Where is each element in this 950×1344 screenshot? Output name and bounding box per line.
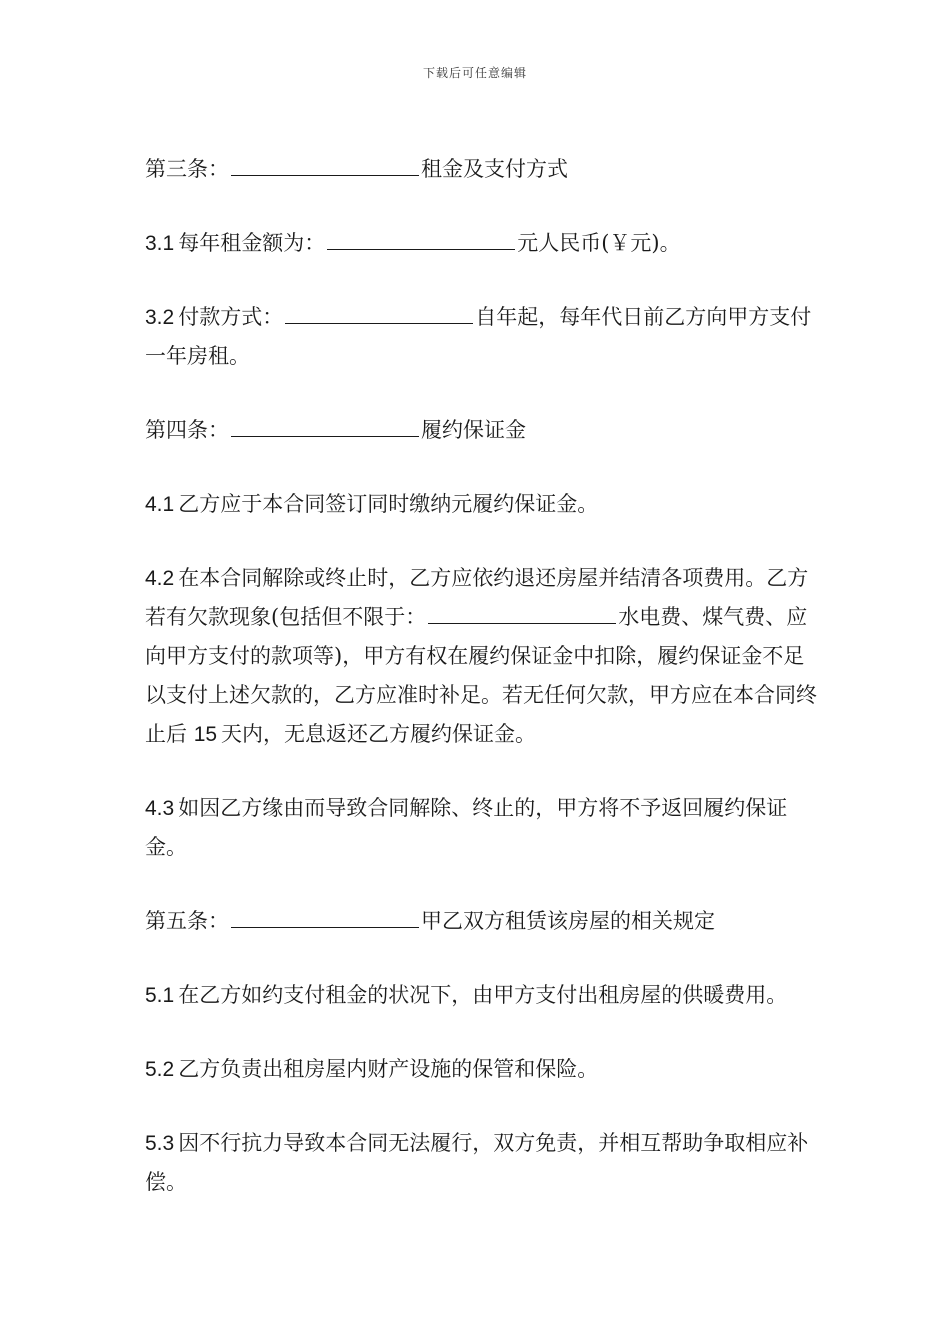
article-5-heading <box>145 902 825 941</box>
paragraph-text: 乙方应于本合同签订同时缴纳元履约保证金。 <box>178 492 599 516</box>
paragraph-text: 在本合同解除或终止时，乙方应依约退还房屋并结清各项费用。乙方若有欠款现象(包括但不限于： <box>145 566 809 629</box>
clause-4-3 <box>145 789 825 867</box>
clause-3-2 <box>145 298 825 376</box>
paragraph-text: 第四条： <box>145 418 229 442</box>
clause-4-1 <box>145 485 825 524</box>
clause-5-3 <box>145 1124 825 1202</box>
page-header-note: 下载后可任意编辑 <box>422 66 527 80</box>
fill-in-blank <box>231 905 419 928</box>
paragraph-text: 天内，无息返还乙方履约保证金。 <box>221 722 537 746</box>
paragraph-text: 在乙方如约支付租金的状况下，由甲方支付出租房屋的供暖费用。 <box>178 983 788 1007</box>
paragraph-text: 因不行抗力导致本合同无法履行，双方免责，并相互帮助争取相应补偿。 <box>145 1131 809 1194</box>
paragraph-text: 如因乙方缘由而导致合同解除、终止的，甲方将不予返回履约保证金。 <box>145 796 788 859</box>
paragraph-text: 乙方负责出租房屋内财产设施的保管和保险。 <box>178 1057 599 1081</box>
paragraph-text: 水电费、煤气费、应向甲方支付的款项等)，甲方有权在履约保证金中扣除，履约保证金不足以支付上述欠款的，乙方应准时补足。若无任何欠款，甲方应在本合同终止后 <box>145 605 817 746</box>
fill-in-blank <box>231 414 419 437</box>
paragraph-text: 付款方式： <box>178 305 284 329</box>
article-4-heading <box>145 411 825 450</box>
fill-in-blank <box>428 601 616 624</box>
paragraph-text: 每年租金额为： <box>178 231 326 255</box>
paragraph-text: 履约保证金 <box>421 418 526 442</box>
clause-5-1 <box>145 976 825 1015</box>
clause-3-1 <box>145 224 825 263</box>
paragraph-text: 自年起，每年代日前乙方向甲方支付一年房租。 <box>145 305 812 368</box>
clause-number: 4.1 <box>145 493 175 516</box>
clause-4-2 <box>145 559 825 754</box>
fill-in-blank <box>231 153 419 176</box>
paragraph-text: 甲乙双方租赁该房屋的相关规定 <box>421 909 715 933</box>
clause-number: 4.2 <box>145 567 175 590</box>
document-body <box>145 150 825 1237</box>
paragraph-text: 第五条： <box>145 909 229 933</box>
clause-number: 5.2 <box>145 1058 175 1081</box>
clause-number: 5.3 <box>145 1132 175 1155</box>
clause-number: 5.1 <box>145 984 175 1007</box>
clause-number: 4.3 <box>145 797 175 820</box>
fill-in-blank <box>285 301 473 324</box>
days-number: 15 <box>193 723 218 746</box>
clause-number: 3.2 <box>145 306 175 329</box>
paragraph-text: 租金及支付方式 <box>421 157 568 181</box>
clause-5-2 <box>145 1050 825 1089</box>
fill-in-blank <box>327 227 515 250</box>
paragraph-text: 第三条： <box>145 157 229 181</box>
clause-number: 3.1 <box>145 232 175 255</box>
paragraph-text: 元人民币(￥元)。 <box>517 231 681 255</box>
article-3-heading <box>145 150 825 189</box>
